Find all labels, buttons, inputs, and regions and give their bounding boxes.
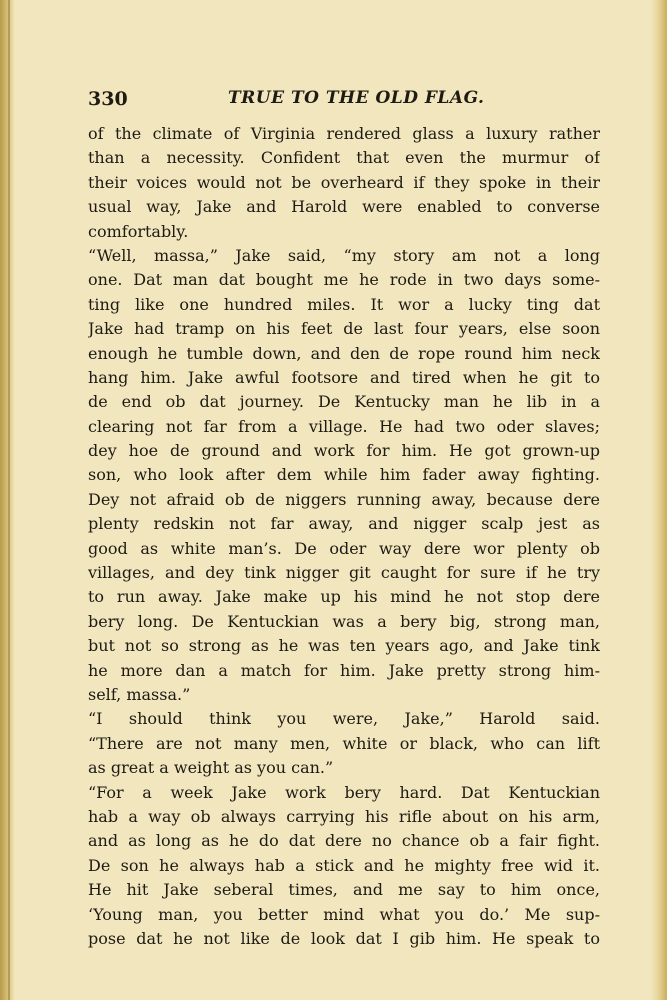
text-line: de end ob dat journey. De Kentucky man he lib in a bbox=[88, 392, 600, 412]
text-line: but not so strong as he was ten years ago, and Jake tink bbox=[88, 636, 600, 656]
text-line: to run away. Jake make up his mind he not stop dere bbox=[88, 587, 600, 607]
body-text bbox=[88, 122, 600, 951]
text-line: clearing not far from a village. He had two oder slaves; bbox=[88, 416, 600, 436]
text-line: of the climate of Virginia rendered glass a luxury rather bbox=[88, 124, 600, 143]
page-left-edge bbox=[0, 0, 14, 1000]
page-number: 330 bbox=[88, 88, 128, 110]
text-line: villages, and dey tink nigger git caught for sure if he try bbox=[88, 563, 600, 583]
text-line: bery long. De Kentuckian was a bery big, strong man, bbox=[88, 611, 600, 631]
text-line: Dey not afraid ob de niggers running away, because dere bbox=[88, 489, 600, 509]
text-line: he more dan a match for him. Jake pretty strong him- bbox=[88, 660, 600, 680]
text-line: ‘Young man, you better mind what you do.’ Me sup- bbox=[88, 904, 600, 924]
text-line: hab a way ob always carrying his rifle about on his arm, bbox=[88, 806, 600, 826]
text-line: one. Dat man dat bought me he rode in two days some- bbox=[88, 270, 600, 290]
text-line: “There are not many men, white or black, who can lift bbox=[88, 733, 600, 753]
text-line: ting like one hundred miles. It wor a lucky ting dat bbox=[88, 294, 600, 314]
text-line: He hit Jake seberal times, and me say to him once, bbox=[88, 880, 600, 900]
text-line: than a necessity. Confident that even the murmur of bbox=[88, 148, 600, 168]
running-title: TRUE TO THE OLD FLAG. bbox=[228, 88, 485, 108]
text-line: enough he tumble down, and den de rope round him neck bbox=[88, 343, 600, 363]
text-line: hang him. Jake awful footsore and tired when he git to bbox=[88, 367, 600, 387]
page-right-edge bbox=[651, 0, 667, 1000]
text-line: De son he always hab a stick and he mighty free wid it. bbox=[88, 855, 600, 875]
text-line: their voices would not be overheard if they spoke in their bbox=[88, 172, 600, 192]
text-line: comfortably. bbox=[88, 221, 189, 241]
text-line: “For a week Jake work bery hard. Dat Kentuckian bbox=[88, 782, 600, 802]
text-line: good as white man’s. De oder way dere wor plenty ob bbox=[88, 538, 600, 558]
text-line: and as long as he do dat dere no chance ob a fair fight. bbox=[88, 831, 600, 851]
text-line: pose dat he not like de look dat I gib him. He speak to bbox=[88, 928, 600, 948]
binding-shadow bbox=[8, 0, 10, 1000]
page-header bbox=[88, 88, 608, 116]
text-line: “I should think you were, Jake,” Harold said. bbox=[88, 709, 600, 729]
text-line: “Well, massa,” Jake said, “my story am not a long bbox=[88, 245, 600, 265]
text-line: usual way, Jake and Harold were enabled to converse bbox=[88, 197, 600, 217]
text-line: Jake had tramp on his feet de last four years, else soon bbox=[88, 319, 600, 339]
text-line: son, who look after dem while him fader away fighting. bbox=[88, 465, 600, 485]
text-line: self, massa.” bbox=[88, 684, 191, 704]
text-line: as great a weight as you can.” bbox=[88, 758, 334, 778]
text-line: plenty redskin not far away, and nigger scalp jest as bbox=[88, 514, 600, 534]
text-line: dey hoe de ground and work for him. He got grown-up bbox=[88, 441, 600, 461]
